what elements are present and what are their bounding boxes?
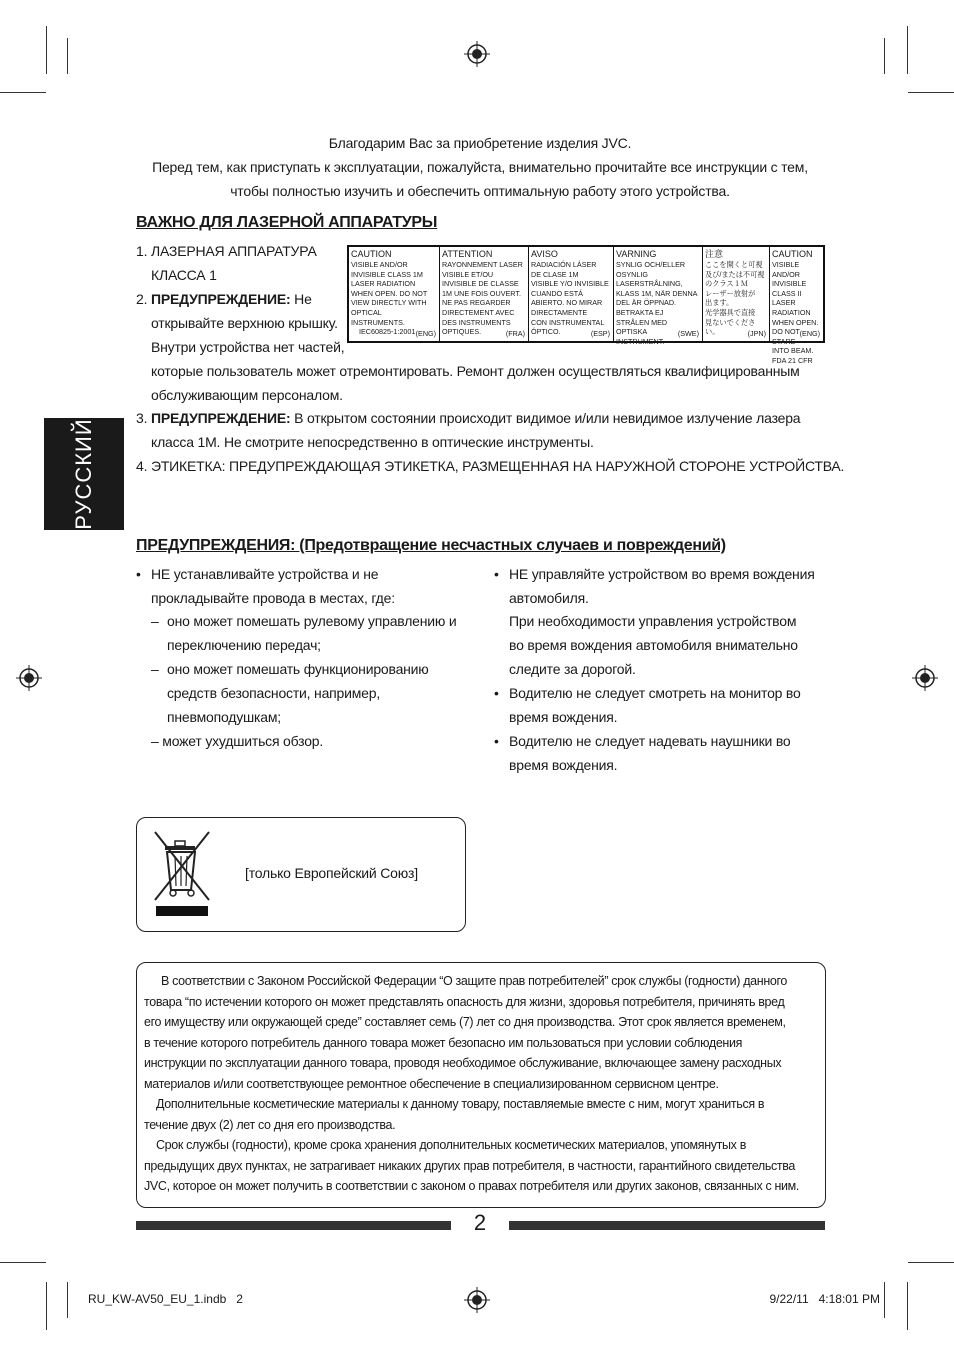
page-bar-left xyxy=(136,1221,451,1230)
warn-right-b1b: автомобиля. xyxy=(509,590,589,606)
label-panel-eng xyxy=(349,247,440,341)
laser-item-2b: открывайте верхнюю крышку. xyxy=(151,315,338,331)
crossed-bin-icon xyxy=(151,828,213,918)
label-line: INSTRUMENT. xyxy=(616,336,665,346)
warn-left-d1b: переключению передач; xyxy=(167,637,321,653)
bullet-dot: • xyxy=(494,566,499,582)
laser-item-2-line xyxy=(136,287,312,311)
label-panel-title: 注意 xyxy=(705,249,724,259)
laser-item-1b: КЛАССА 1 xyxy=(151,267,217,283)
legal-line: Срок службы (годности), кроме срока хранения дополнительных косметических материалов, упомянутых в xyxy=(156,1138,746,1152)
label-line: VISIBLE AND/OR xyxy=(351,260,408,269)
language-tab-label: РУССКИЙ xyxy=(71,418,96,530)
legal-line: материалов и/или соответствующее ремонтное обеспечение в специализированном сервисном центре. xyxy=(144,1076,719,1091)
dash: – xyxy=(151,613,159,629)
label-line: RADIACIÓN LÁSER xyxy=(531,260,597,269)
page-bar-right xyxy=(509,1221,825,1230)
label-line: OPTIQUES. xyxy=(442,327,482,337)
label-line: STRÅLEN MED OPTISKA xyxy=(616,317,668,337)
laser-item-3a: В открытом состоянии происходит видимое и/или невидимое излучение лазера xyxy=(294,410,801,426)
footer-file: RU_KW-AV50_EU_1.indb 2 xyxy=(88,1292,243,1306)
label-panel-swe xyxy=(614,247,703,346)
warn-left-d2c: пневмоподушкам; xyxy=(167,709,281,725)
footer-timestamp: 9/22/11 4:18:01 PM xyxy=(769,1292,880,1306)
warn-left-b1a: НЕ устанавливайте устройства и не xyxy=(151,566,379,582)
label-line: RAYONNEMENT LASER xyxy=(442,260,523,269)
label-line: DIRECTEMENT AVEC xyxy=(442,307,515,317)
crop-mark xyxy=(907,1282,908,1330)
registration-mark-icon xyxy=(16,665,42,691)
label-panel-title: CAUTION xyxy=(772,249,813,259)
crop-mark xyxy=(0,92,46,93)
weee-text: [только Европейский Союз] xyxy=(245,865,418,881)
laser-item-3b: класса 1М. Не смотрите непосредственно в оптические инструменты. xyxy=(151,434,594,450)
label-lang: (ENG) xyxy=(415,329,436,339)
warn-left-d3: – может ухудшиться обзор. xyxy=(151,733,324,749)
label-line: 光学器具で直接 xyxy=(705,307,756,317)
registration-mark-icon xyxy=(464,1287,490,1313)
label-line: INVISIBLE CLASS 1M xyxy=(351,269,423,279)
registration-mark-icon xyxy=(912,665,938,691)
intro-line-2: Перед тем, как приступать к эксплуатации, пожалуйста, внимательно прочитайте все инструкции с тем, xyxy=(152,159,808,175)
label-line: SYNLIG OCH/ELLER xyxy=(616,260,686,269)
laser-item-2-num: 2. xyxy=(136,291,148,307)
warn-left-d2a: оно может помешать функционированию xyxy=(167,661,429,677)
warn-right-b3a: Водителю не следует надевать наушники во xyxy=(509,733,791,749)
label-line: ABIERTO. NO MIRAR xyxy=(531,298,603,308)
crop-mark xyxy=(0,1262,46,1263)
warn-right-b2b: время вождения. xyxy=(509,709,618,725)
laser-item-2d: которые пользователь может отремонтировать. Ремонт должен осуществляться квалифицированным xyxy=(151,363,800,379)
label-line: LASER RADIATION xyxy=(351,279,416,289)
label-line: DE CLASE 1M xyxy=(531,269,579,279)
laser-item-2c: Внутри устройства нет частей, xyxy=(151,339,345,355)
warn-left-d2b: средств безопасности, например, xyxy=(167,685,381,701)
legal-line: в течение которого потребитель данного товара может безопасно им пользоваться при условии соблюдения xyxy=(144,1035,743,1050)
label-line: BETRAKTA EJ xyxy=(616,307,664,317)
label-line: WHEN OPEN. DO NOT xyxy=(351,288,428,298)
label-line: VISIBLE AND/OR xyxy=(772,260,800,279)
legal-line: JVC, которое он может получить в соответствии с законом о правах потребителя или других законов, связанных с ним. xyxy=(144,1179,800,1193)
label-line: VIEW DIRECTLY WITH xyxy=(351,298,427,308)
crop-mark xyxy=(907,26,908,74)
label-line: CON INSTRUMENTAL xyxy=(531,317,605,327)
crop-mark xyxy=(884,1282,885,1318)
label-line: INVISIBLE CLASS II xyxy=(772,279,807,298)
laser-item-2e: обслуживающим персоналом. xyxy=(151,387,343,403)
legal-line: предыдущих двух пунктах, не затрагивает никаких других прав потребителя, в частности, гарантийного свидетельства xyxy=(144,1158,796,1173)
dash: – xyxy=(151,661,159,677)
page-number: 2 xyxy=(473,1210,487,1235)
warn-right-b1d: во время вождения автомобиля внимательно xyxy=(509,637,798,653)
label-panel-title: AVISO xyxy=(531,249,558,259)
label-line: INVISIBLE DE CLASSE xyxy=(442,279,519,289)
label-line: KLASS 1M, NÄR DENNA xyxy=(616,288,698,298)
label-line: のクラス１Ｍ xyxy=(705,279,748,289)
label-lang: (SWE) xyxy=(677,329,699,339)
laser-warning-label xyxy=(347,245,825,365)
crop-mark xyxy=(884,38,885,74)
legal-line: Дополнительные косметические материалы к данному товару, поставляемые вместе с ним, могут храниться в xyxy=(156,1097,765,1111)
crop-mark xyxy=(46,1282,47,1330)
label-line: DO NOT STARE xyxy=(772,327,800,346)
label-line: ここを開くと可視 xyxy=(705,260,763,269)
label-line: CUANDO ESTÁ xyxy=(531,288,583,298)
label-line: NE PAS REGARDER xyxy=(442,298,511,308)
label-line: VISIBLE Y/O INVISIBLE xyxy=(531,279,609,289)
warn-right-b2a: Водителю не следует смотреть на монитор во xyxy=(509,685,801,701)
label-line: OPTICAL INSTRUMENTS. xyxy=(351,307,405,327)
label-line: INTO BEAM. xyxy=(772,346,814,356)
label-line: DES INSTRUMENTS xyxy=(442,317,511,327)
intro-line-1: Благодарим Вас за приобретение изделия JVC. xyxy=(328,135,632,151)
label-line: OSYNLIG xyxy=(616,269,648,279)
laser-item-3-num: 3. xyxy=(136,410,148,426)
legal-line: его имуществу или окружающей среде” составляет семь (7) лет со дня производства. Этот срок является временем, xyxy=(144,1015,786,1029)
laser-heading: ВАЖНО ДЛЯ ЛАЗЕРНОЙ АППАРАТУРЫ xyxy=(136,214,438,231)
laser-item-2-label: ПРЕДУПРЕЖДЕНИЕ: xyxy=(150,291,291,307)
laser-item-3-label: ПРЕДУПРЕЖДЕНИЕ: xyxy=(150,410,291,426)
bullet-dot: • xyxy=(494,733,499,749)
label-line: 1M UNE FOIS OUVERT. xyxy=(442,288,521,298)
label-line: 出ます。 xyxy=(705,298,734,308)
label-panel-eng-fda xyxy=(770,247,823,365)
laser-item-4: 4. ЭТИКЕТКА: ПРЕДУПРЕЖДАЮЩАЯ ЭТИКЕТКА, РАЗМЕЩЕННАЯ НА НАРУЖНОЙ СТОРОНЕ УСТРОЙСТВА. xyxy=(136,458,845,474)
label-line: ÓPTICO. xyxy=(531,327,561,337)
label-line: LASERSTRÅLNING, xyxy=(616,279,683,289)
label-panel-jpn xyxy=(703,247,770,341)
laser-item-1a: 1. ЛАЗЕРНАЯ АППАРАТУРА xyxy=(136,243,317,259)
label-panel-title: VARNING xyxy=(616,249,657,259)
label-line: IEC60825-1:2001 xyxy=(359,327,416,337)
label-line: 及び/または不可視 xyxy=(705,269,765,279)
legal-line: течение двух (2) лет со дня его производства. xyxy=(144,1117,396,1132)
warn-right-b1a: НЕ управляйте устройством во время вождения xyxy=(509,566,815,582)
label-line: VISIBLE ET/OU xyxy=(442,269,494,279)
label-line: WHEN OPEN. xyxy=(772,317,819,327)
weee-notice-box xyxy=(136,817,466,932)
crop-mark xyxy=(67,1282,68,1318)
label-line: 見ないでください。 xyxy=(705,317,756,337)
label-line: FDA 21 CFR xyxy=(772,355,813,365)
warn-left-b1b: прокладывайте провода в местах, где: xyxy=(151,590,395,606)
label-line: LASER RADIATION xyxy=(772,298,811,317)
laser-item-2a: Не xyxy=(294,291,312,307)
crop-mark xyxy=(67,38,68,74)
bullet-dot: • xyxy=(494,685,499,701)
legal-line: В соответствии с Законом Российской Федерации “О защите прав потребителей” срок службы (годности) данного xyxy=(161,974,788,988)
label-panel-esp xyxy=(529,247,614,341)
intro-line-3: чтобы полностью изучить и обеспечить оптимальную работу этого устройства. xyxy=(230,183,730,199)
label-panel-fra xyxy=(440,247,529,341)
label-lang: (ENG) xyxy=(799,329,820,339)
warnings-heading: ПРЕДУПРЕЖДЕНИЯ: (Предотвращение несчастных случаев и повреждений) xyxy=(136,537,726,554)
registration-mark-icon xyxy=(464,41,490,67)
label-lang: (FRA) xyxy=(505,329,525,339)
label-lang: (JPN) xyxy=(747,329,766,339)
bullet-dot: • xyxy=(136,566,141,582)
warn-left-d1a: оно может помешать рулевому управлению и xyxy=(167,613,457,629)
label-line: DEL ÄR ÖPPNAD. xyxy=(616,298,677,308)
label-panel-title: CAUTION xyxy=(351,249,392,259)
legal-line: инструкции по эксплуатации данного товара, проводя необходимое обслуживание, включающее замену расходных xyxy=(144,1056,782,1070)
warn-right-b1e: следите за дорогой. xyxy=(509,661,636,677)
label-panel-title: ATTENTION xyxy=(442,249,493,259)
legal-line: товара “по истечении которого он может представлять опасность для жизни, здоровья потребителя, причинять вред xyxy=(144,994,785,1009)
crop-mark xyxy=(46,26,47,74)
label-line: レーザー放射が xyxy=(705,288,756,298)
warn-right-b1c: При необходимости управления устройством xyxy=(509,613,797,629)
label-lang: (ESP) xyxy=(590,329,610,339)
laser-item-3-line xyxy=(136,406,800,430)
language-side-tab xyxy=(44,418,124,530)
legal-notice-box xyxy=(136,962,826,1208)
crop-mark xyxy=(908,1262,954,1263)
label-line: DIRECTAMENTE xyxy=(531,307,588,317)
warn-right-b3b: время вождения. xyxy=(509,757,618,773)
crop-mark xyxy=(908,92,954,93)
